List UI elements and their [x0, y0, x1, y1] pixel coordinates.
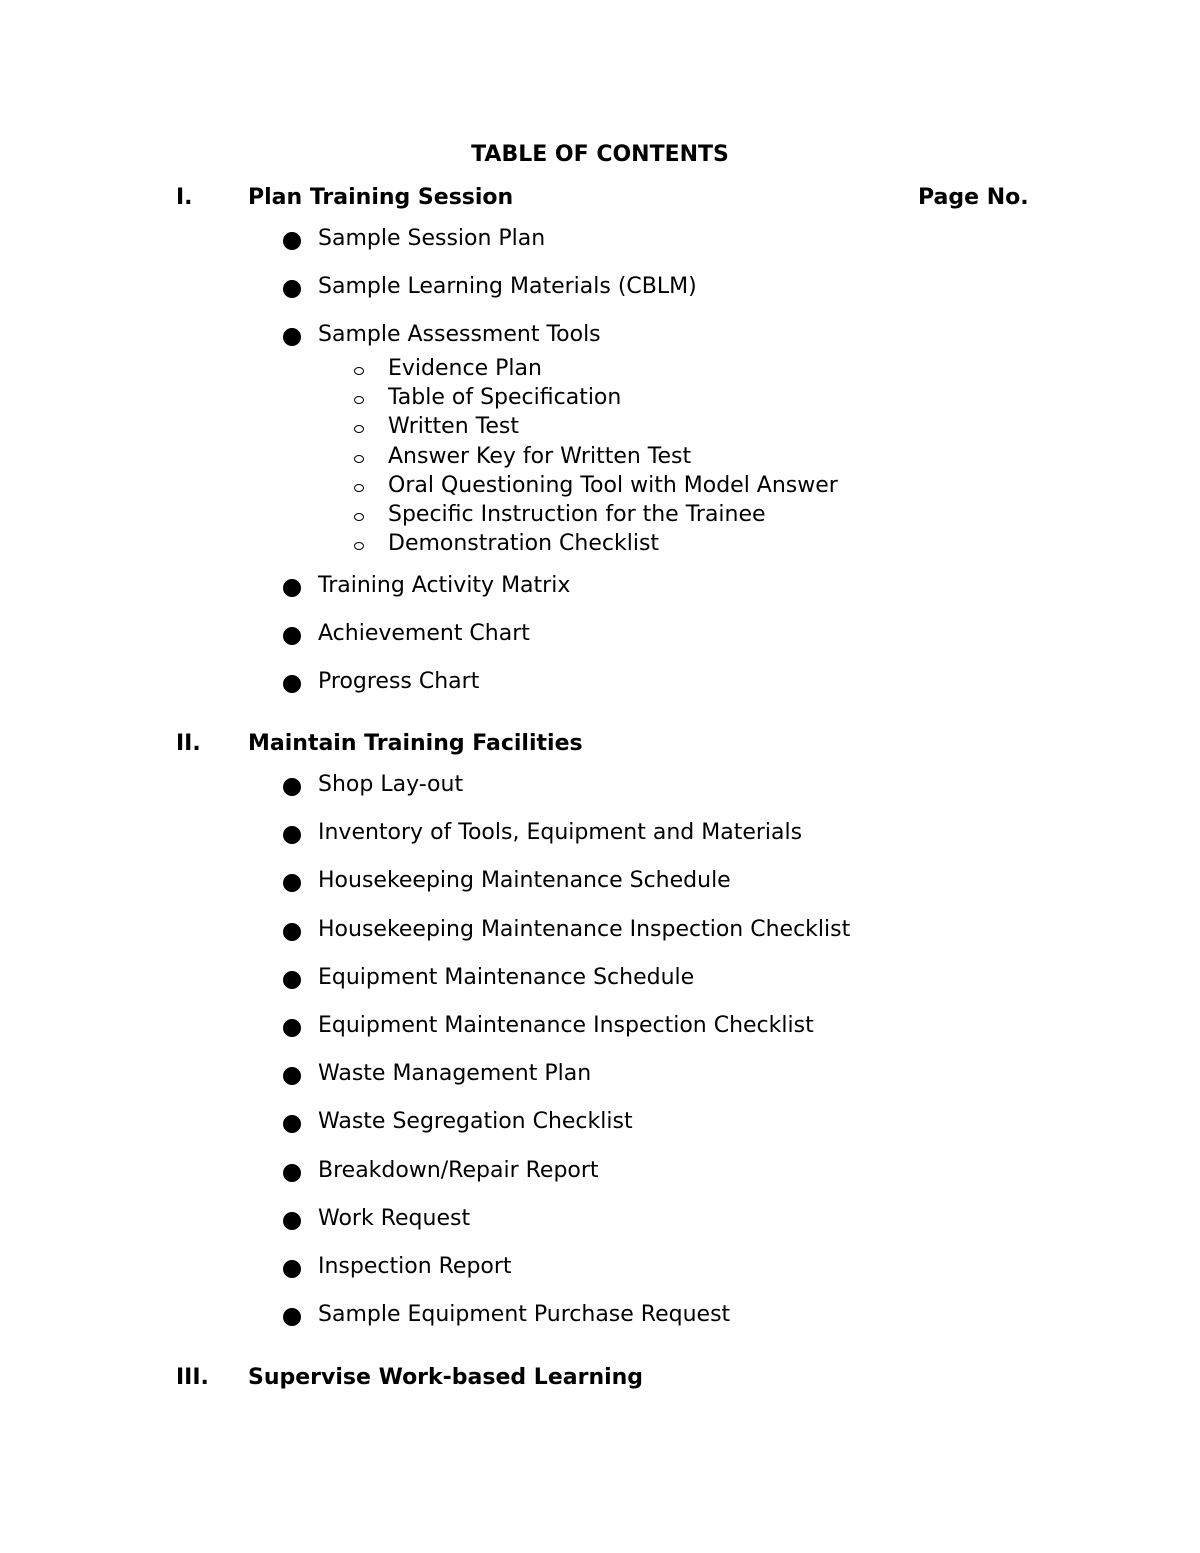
bullet-icon: [283, 923, 301, 941]
hollow-bullet-icon: [354, 367, 364, 375]
bullet-icon: [283, 1212, 301, 1230]
hollow-bullet-icon: [354, 484, 364, 492]
section-title: Supervise Work-based Learning: [248, 1365, 644, 1390]
section-title: Maintain Training Facilities: [248, 731, 583, 756]
bullet-icon: [283, 675, 301, 693]
bullet-icon: [283, 627, 301, 645]
page-no-label: Page No.: [918, 185, 1029, 210]
hollow-bullet-icon: [354, 542, 364, 550]
bullet-icon: [283, 971, 301, 989]
bullet-icon: [283, 328, 301, 346]
section-number: I.: [176, 185, 193, 210]
section-number: II.: [176, 731, 201, 756]
hollow-bullet-icon: [354, 396, 364, 404]
bullet-icon: [283, 874, 301, 892]
section-title: Plan Training Session: [248, 185, 514, 210]
hollow-bullet-icon: [354, 425, 364, 433]
bullet-icon: [283, 1308, 301, 1326]
bullet-icon: [283, 280, 301, 298]
hollow-bullet-icon: [354, 513, 364, 521]
bullet-icon: [283, 1019, 301, 1037]
bullet-icon: [283, 1164, 301, 1182]
hollow-bullet-icon: [354, 455, 364, 463]
page-title: TABLE OF CONTENTS: [471, 142, 729, 167]
bullet-icon: [283, 579, 301, 597]
bullet-icon: [283, 1260, 301, 1278]
bullet-icon: [283, 1067, 301, 1085]
bullet-icon: [283, 232, 301, 250]
bullet-icon: [283, 1115, 301, 1133]
section-number: III.: [176, 1365, 209, 1390]
bullet-icon: [283, 826, 301, 844]
bullet-icon: [283, 778, 301, 796]
